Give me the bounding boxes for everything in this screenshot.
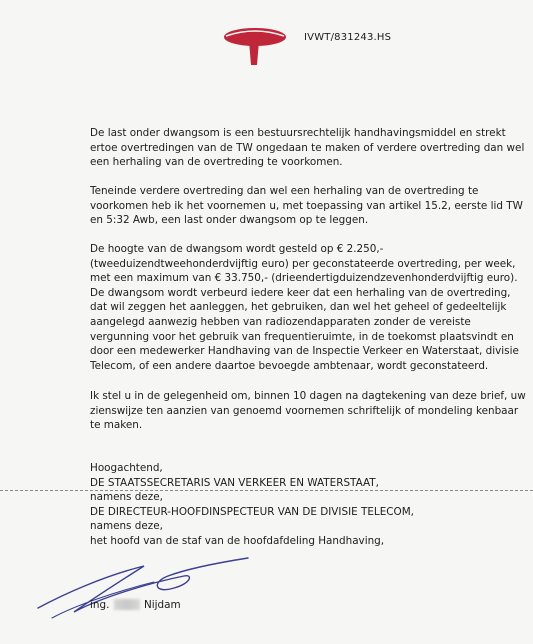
signer-prefix: ing. (90, 599, 110, 611)
closing-line-4: namens deze, (90, 520, 163, 533)
closing-line-2: namens deze, (90, 491, 163, 504)
paragraph-purpose: De last onder dwangsom is een bestuursrechtelijk handhavingsmiddel en strekt ertoe overtredingen van de TW ongedaan te maken of verdere overtreding dan wel een herhaling van de overtreding te voorkomen. (90, 127, 525, 169)
closing-line-3: DE DIRECTEUR-HOOFDINSPECTEUR VAN DE DIVISIE TELECOM, (90, 505, 414, 518)
paragraph-amount: De hoogte van de dwangsom wordt gesteld op € 2.250,- (tweeduizendtweehonderdvijftig euro) per geconstateerde overtreding, per week, met een maximum van € 33.750,- (drieendertigduizendzevenhonderdvijftig euro). De dwangsom wordt verbeurd iedere keer dat een herhaling van de overtreding, dat wil zeggen het aanleggen, het gebruiken, dan wel het geheel of gedeeltelijk aangelegd aanwezig hebben van radiozendapparaten zonder de vereiste vergunning voor het gebruik van frequentieruimte, in de toekomst plaatsvindt en door een medewerker Handhaving van de Inspectie Verkeer en Waterstaat, divisie Telecom, of een andere daartoe bevoegde ambtenaar, wordt geconstateerd. (90, 243, 519, 372)
paragraph-response: Ik stel u in de gelegenheid om, binnen 10 dagen na dagtekening van deze brief, uw zienswijze ten aanzien van genoemd voornemen schriftelijk of mondeling kenbaar te maken. (90, 390, 526, 432)
fold-line (0, 490, 533, 491)
signer-name (90, 599, 181, 611)
closing-line-5: het hoofd van de staf van de hoofdafdeling Handhaving, (90, 534, 385, 547)
logo-stem (249, 41, 259, 65)
closing-line-1: DE STAATSSECRETARIS VAN VERKEER EN WATERSTAAT, (90, 476, 379, 489)
closing-greeting: Hoogachtend, (90, 462, 163, 474)
redaction-blur (114, 599, 140, 610)
reference-number: IVWT/831243.HS (304, 32, 392, 43)
signer-surname: Nijdam (144, 599, 181, 611)
ministry-logo (222, 24, 288, 66)
handwritten-signature (34, 536, 254, 626)
paragraph-intention: Teneinde verdere overtreding dan wel een herhaling van de overtreding te voorkomen heb ik het voornemen u, met toepassing van artikel 15.2, eerste lid TW en 5:32 Awb, een last onder dwangsom op te leggen. (90, 185, 523, 227)
